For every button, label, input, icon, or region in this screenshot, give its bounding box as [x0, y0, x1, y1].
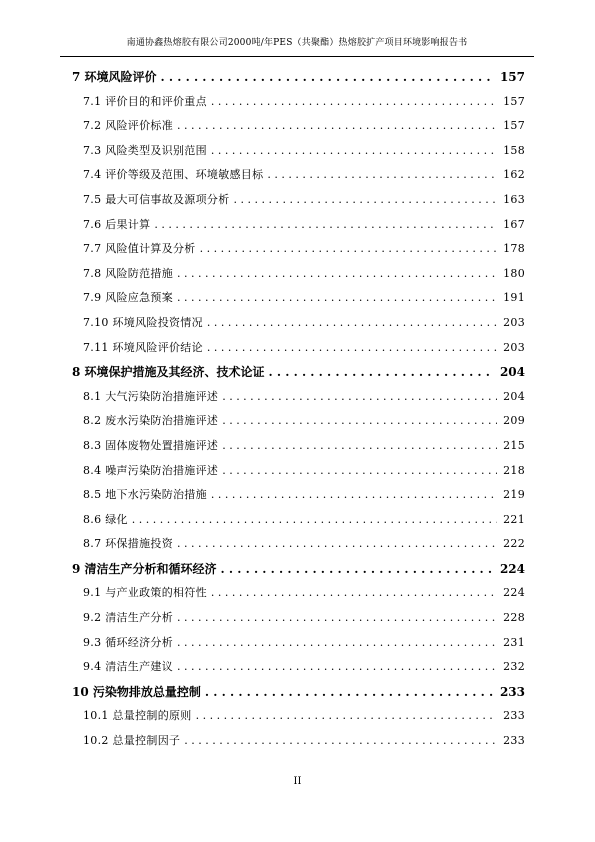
toc-section-entry[interactable]: [72, 213, 525, 238]
toc-section-entry[interactable]: [72, 581, 525, 606]
toc-entry-title: 8.1 大气污染防治措施评述: [83, 389, 219, 403]
toc-section-entry[interactable]: [72, 286, 525, 311]
toc-page-number: 191: [503, 291, 525, 305]
toc-entry-title: 8.2 废水污染防治措施评述: [83, 414, 219, 428]
toc-page-number: 228: [503, 611, 525, 625]
toc-entry-title: 9.1 与产业政策的相符性: [83, 586, 207, 600]
toc-page-number: 158: [503, 143, 525, 157]
toc-entry-title: 7.9 风险应急预案: [83, 291, 173, 305]
toc-page-number: 162: [503, 168, 525, 182]
table-of-contents: [72, 65, 525, 754]
toc-section-entry[interactable]: [72, 459, 525, 484]
toc-page-number: 203: [503, 315, 525, 329]
toc-dot-leader: [234, 188, 498, 213]
toc-section-entry[interactable]: [72, 163, 525, 188]
toc-dot-leader: [222, 385, 497, 410]
toc-entry-title: 9.4 清洁生产建议: [83, 660, 173, 674]
toc-dot-leader: [207, 336, 497, 361]
toc-page-number: 219: [503, 488, 525, 502]
toc-dot-leader: [154, 213, 497, 238]
toc-page-number: 233: [503, 709, 525, 723]
toc-dot-leader: [221, 557, 494, 582]
toc-entry-title: 7.3 风险类型及识别范围: [83, 143, 207, 157]
toc-page-number: 218: [503, 463, 525, 477]
toc-dot-leader: [211, 483, 497, 508]
toc-page-number: 163: [503, 192, 525, 206]
toc-dot-leader: [177, 606, 497, 631]
toc-section-entry[interactable]: [72, 139, 525, 164]
toc-section-entry[interactable]: [72, 90, 525, 115]
toc-entry-title: 8 环境保护措施及其经济、技术论证: [72, 365, 265, 380]
toc-chapter-entry[interactable]: [72, 360, 525, 385]
page-number: II: [293, 776, 302, 787]
toc-page-number: 222: [503, 537, 525, 551]
toc-entry-title: 7.2 风险评价标准: [83, 119, 173, 133]
toc-page-number: 204: [503, 389, 525, 403]
toc-entry-title: 7.5 最大可信事故及源项分析: [83, 192, 230, 206]
toc-entry-title: 9.3 循环经济分析: [83, 635, 173, 649]
toc-entry-title: 7.6 后果计算: [83, 217, 151, 231]
toc-page-number: 209: [503, 414, 525, 428]
toc-entry-title: 7.7 风险值计算及分析: [83, 242, 196, 256]
toc-entry-title: 8.7 环保措施投资: [83, 537, 173, 551]
toc-dot-leader: [222, 409, 497, 434]
toc-entry-title: 7.10 环境风险投资情况: [83, 315, 203, 329]
toc-entry-title: 8.6 绿化: [83, 512, 128, 526]
toc-section-entry[interactable]: [72, 729, 525, 754]
toc-dot-leader: [177, 655, 497, 680]
toc-page-number: 215: [503, 438, 525, 452]
toc-dot-leader: [161, 65, 494, 90]
toc-chapter-entry[interactable]: [72, 65, 525, 90]
toc-dot-leader: [269, 360, 494, 385]
toc-section-entry[interactable]: [72, 655, 525, 680]
toc-section-entry[interactable]: [72, 262, 525, 287]
toc-section-entry[interactable]: [72, 606, 525, 631]
toc-dot-leader: [200, 237, 497, 262]
toc-section-entry[interactable]: [72, 237, 525, 262]
toc-page-number: 167: [503, 217, 525, 231]
toc-section-entry[interactable]: [72, 385, 525, 410]
toc-entry-title: 7.1 评价目的和评价重点: [83, 94, 207, 108]
toc-entry-title: 8.4 噪声污染防治措施评述: [83, 463, 219, 477]
toc-dot-leader: [267, 163, 497, 188]
toc-dot-leader: [211, 139, 497, 164]
toc-dot-leader: [177, 114, 497, 139]
toc-entry-title: 10.2 总量控制因子: [83, 734, 181, 748]
toc-dot-leader: [177, 532, 497, 557]
toc-section-entry[interactable]: [72, 409, 525, 434]
toc-entry-title: 7.4 评价等级及范围、环境敏感目标: [83, 168, 264, 182]
toc-page-number: 204: [499, 365, 525, 380]
toc-dot-leader: [177, 631, 497, 656]
toc-dot-leader: [222, 434, 497, 459]
toc-dot-leader: [132, 508, 497, 533]
toc-section-entry[interactable]: [72, 508, 525, 533]
toc-page-number: 221: [503, 512, 525, 526]
toc-section-entry[interactable]: [72, 336, 525, 361]
toc-dot-leader: [177, 286, 497, 311]
toc-page-number: 224: [503, 586, 525, 600]
toc-entry-title: 7 环境风险评价: [72, 70, 157, 84]
toc-entry-title: 9 清洁生产分析和循环经济: [72, 561, 217, 576]
toc-page-number: 232: [503, 660, 525, 674]
toc-page-number: 157: [503, 94, 525, 108]
toc-section-entry[interactable]: [72, 114, 525, 139]
toc-dot-leader: [211, 581, 497, 606]
toc-dot-leader: [207, 311, 497, 336]
toc-page-number: 178: [503, 242, 525, 256]
toc-dot-leader: [222, 459, 497, 484]
toc-page-number: 233: [503, 734, 525, 748]
toc-dot-leader: [205, 680, 494, 705]
toc-dot-leader: [211, 90, 497, 115]
toc-section-entry[interactable]: [72, 434, 525, 459]
toc-entry-title: 10.1 总量控制的原则: [83, 709, 192, 723]
toc-entry-title: 9.2 清洁生产分析: [83, 611, 173, 625]
toc-page-number: 157: [503, 119, 525, 133]
toc-page-number: 231: [503, 635, 525, 649]
toc-entry-title: 8.5 地下水污染防治措施: [83, 488, 207, 502]
toc-chapter-entry[interactable]: [72, 680, 525, 705]
toc-section-entry[interactable]: [72, 704, 525, 729]
running-header: 南通协鑫热熔胶有限公司2000吨/年PES（共聚酯）热熔胶扩产项目环境影响报告书: [126, 38, 468, 48]
toc-section-entry[interactable]: [72, 631, 525, 656]
toc-section-entry[interactable]: [72, 532, 525, 557]
header-divider: [60, 56, 534, 57]
toc-chapter-entry[interactable]: [72, 557, 525, 582]
toc-section-entry[interactable]: [72, 311, 525, 336]
toc-section-entry[interactable]: [72, 483, 525, 508]
toc-entry-title: 8.3 固体废物处置措施评述: [83, 438, 219, 452]
toc-page-number: 203: [503, 340, 525, 354]
toc-entry-title: 7.8 风险防范措施: [83, 266, 173, 280]
toc-dot-leader: [196, 704, 497, 729]
toc-dot-leader: [177, 262, 497, 287]
toc-page-number: 224: [499, 561, 525, 576]
toc-page-number: 180: [503, 266, 525, 280]
toc-entry-title: 7.11 环境风险评价结论: [83, 340, 203, 354]
toc-entry-title: 10 污染物排放总量控制: [72, 684, 201, 699]
toc-page-number: 157: [499, 70, 525, 84]
toc-dot-leader: [184, 729, 497, 754]
toc-section-entry[interactable]: [72, 188, 525, 213]
toc-page-number: 233: [499, 684, 525, 699]
